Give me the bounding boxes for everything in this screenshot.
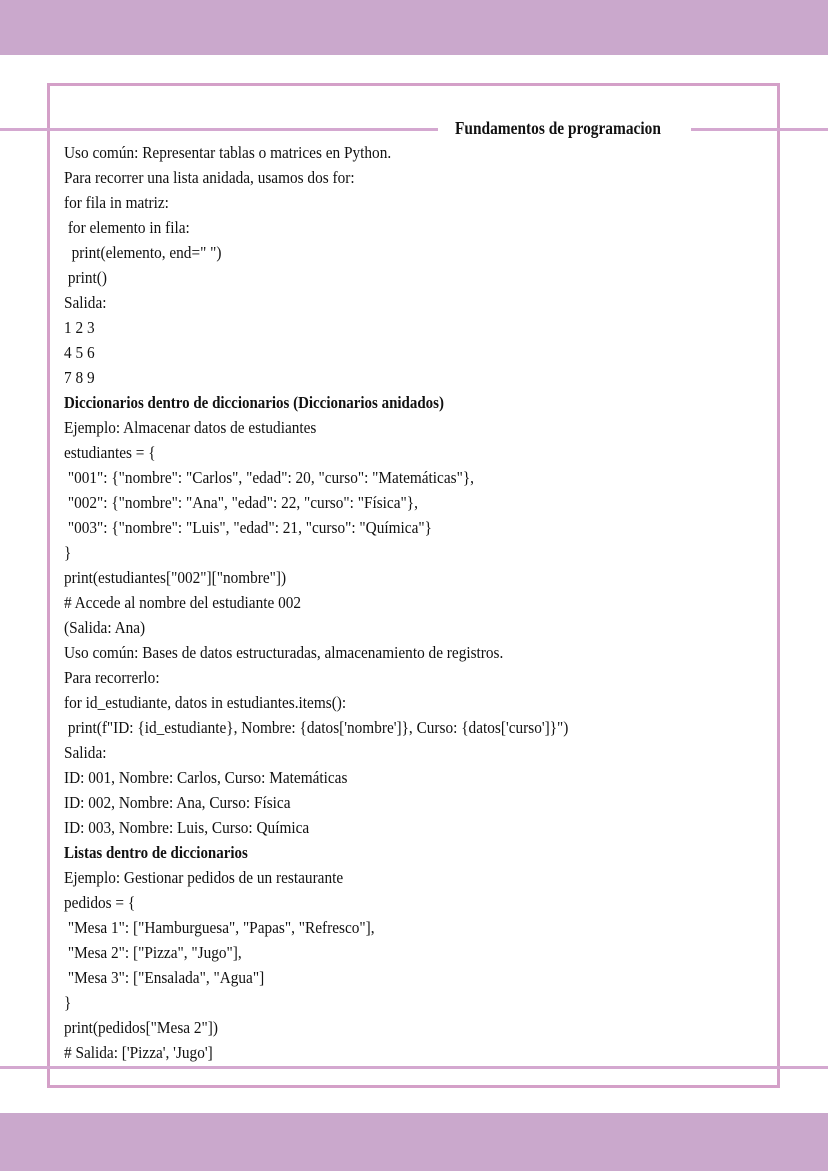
text-line: "Mesa 2": ["Pizza", "Jugo"], <box>64 943 242 962</box>
text-line: for fila in matriz: <box>64 193 169 212</box>
text-line: 1 2 3 <box>64 318 95 337</box>
text-line: ID: 001, Nombre: Carlos, Curso: Matemáticas <box>64 768 348 787</box>
text-line: Salida: <box>64 293 107 312</box>
text-line: pedidos = { <box>64 893 136 912</box>
text-line: # Salida: ['Pizza', 'Jugo'] <box>64 1043 213 1062</box>
text-line: "Mesa 3": ["Ensalada", "Agua"] <box>64 968 265 987</box>
top-decorative-band <box>0 0 828 55</box>
text-line: Ejemplo: Gestionar pedidos de un restaurante <box>64 868 344 887</box>
text-line: print() <box>64 268 107 287</box>
text-line: Salida: <box>64 743 107 762</box>
text-line: for id_estudiante, datos in estudiantes.items(): <box>64 693 347 712</box>
footer-rule <box>0 1066 828 1069</box>
text-line: "Mesa 1": ["Hamburguesa", "Papas", "Refresco"], <box>64 918 375 937</box>
section-heading: Listas dentro de diccionarios <box>64 843 248 862</box>
bottom-decorative-band <box>0 1113 828 1171</box>
text-line: Uso común: Bases de datos estructuradas, almacenamiento de registros. <box>64 643 504 662</box>
text-line: print(f"ID: {id_estudiante}, Nombre: {datos['nombre']}, Curso: {datos['curso']}") <box>64 718 569 737</box>
page-header-title: Fundamentos de programacion <box>455 118 661 138</box>
header-rule-left <box>0 128 438 131</box>
text-line: ID: 003, Nombre: Luis, Curso: Química <box>64 818 310 837</box>
text-line: 7 8 9 <box>64 368 95 387</box>
text-line: ID: 002, Nombre: Ana, Curso: Física <box>64 793 291 812</box>
text-line: Uso común: Representar tablas o matrices en Python. <box>64 143 392 162</box>
text-line: estudiantes = { <box>64 443 156 462</box>
section-heading: Diccionarios dentro de diccionarios (Diccionarios anidados) <box>64 393 444 412</box>
text-line: Para recorrerlo: <box>64 668 160 687</box>
text-line: "002": {"nombre": "Ana", "edad": 22, "curso": "Física"}, <box>64 493 418 512</box>
text-line: 4 5 6 <box>64 343 95 362</box>
text-line: Ejemplo: Almacenar datos de estudiantes <box>64 418 317 437</box>
text-line: print(pedidos["Mesa 2"]) <box>64 1018 218 1037</box>
text-line: "003": {"nombre": "Luis", "edad": 21, "curso": "Química"} <box>64 518 432 537</box>
text-line: "001": {"nombre": "Carlos", "edad": 20, "curso": "Matemáticas"}, <box>64 468 475 487</box>
text-line: print(estudiantes["002"]["nombre"]) <box>64 568 287 587</box>
text-line: (Salida: Ana) <box>64 618 146 637</box>
text-line: for elemento in fila: <box>64 218 190 237</box>
text-line: print(elemento, end=" ") <box>64 243 222 262</box>
document-body <box>64 140 764 1065</box>
text-line: } <box>64 993 72 1012</box>
text-line: } <box>64 543 72 562</box>
text-line: Para recorrer una lista anidada, usamos dos for: <box>64 168 355 187</box>
header-rule-right <box>691 128 828 131</box>
text-line: # Accede al nombre del estudiante 002 <box>64 593 302 612</box>
